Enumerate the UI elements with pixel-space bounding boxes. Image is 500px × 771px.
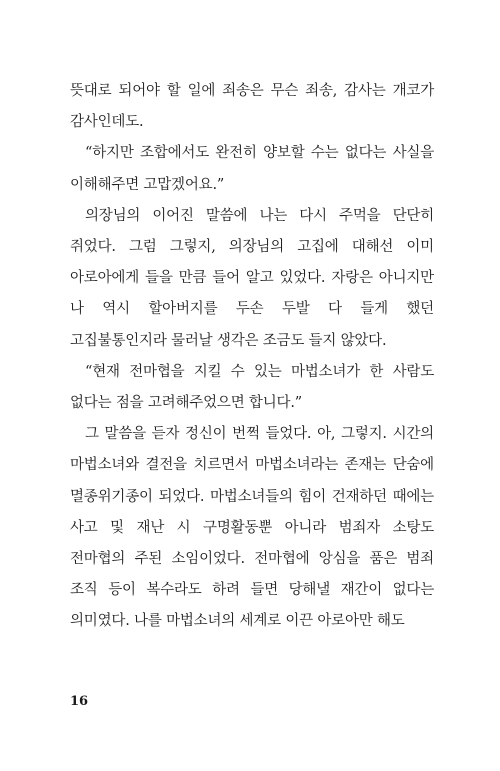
paragraph-3: 의장님의 이어진 말씀에 나는 다시 주먹을 단단히 쥐었다. 그럼 그렇지, 의장님의 고집에 대해선 이미 아로아에게 들을 만큼 들어 알고 있었다. 자랑은 아니지만 나 역시 할아버지를 두손 두발 다 들게 했던 고집불통인지라 물러날 생각은 조금도 들지 않았다. (70, 207, 434, 349)
page-number: 16 (70, 694, 89, 709)
paragraph-5: 그 말씀을 듣자 정신이 번쩍 들었다. 아, 그렇지. 시간의 마법소녀와 결전을 치르면서 마법소녀라는 존재는 단숨에 멸종위기종이 되었다. 마법소녀들의 힘이 건재하던 때에는 사고 및 재난 시 구명활동뿐 아니라 범죄자 소탕도 전마협의 주된 소임이었다. 전마협에 앙심을 품은 범죄 조직 등이 복수라도 하려 들면 당해낼 재간이 없다는 의미였다. 나를 마법소녀의 세계로 이끈 아로아만 해도 (70, 426, 434, 630)
paragraph-2: “하지만 조합에서도 완전히 양보할 수는 없다는 사실을 이해해주면 고맙겠어요.” (70, 145, 434, 193)
paragraph-1: 뜻대로 되어야 할 일에 죄송은 무슨 죄송, 감사는 개코가 감사인데도. (70, 83, 434, 131)
paragraph-4: “현재 전마협을 지킬 수 있는 마법소녀가 한 사람도 없다는 점을 고려해주었으면 합니다.” (70, 363, 434, 412)
body-text (70, 76, 434, 638)
